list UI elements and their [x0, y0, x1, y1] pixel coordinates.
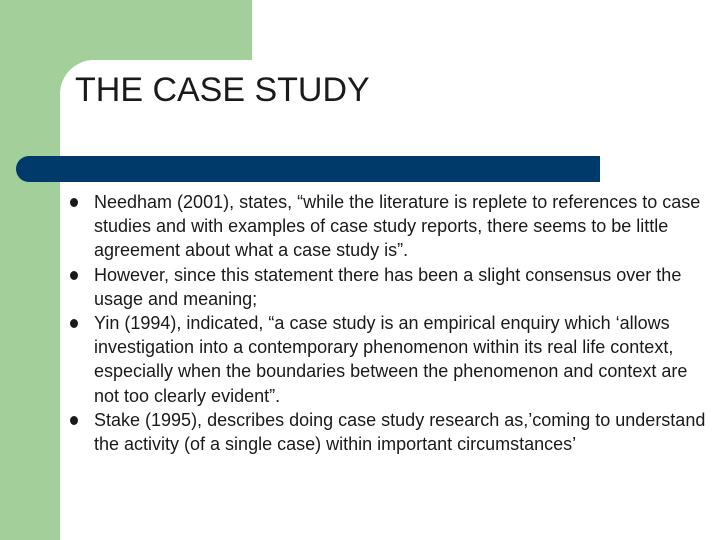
bullet-item [60, 311, 716, 408]
bullet-item [60, 263, 716, 311]
bullet-text: Needham (2001), states, “while the literature is replete to references to case studies and with examples of case study reports, there seems to be little agreement about what a case study is”. [94, 192, 701, 261]
title-divider-bar [16, 156, 600, 182]
bullet-item [60, 408, 716, 456]
bullet-text: Stake (1995), describes doing case study research as,’coming to understand the activity (of a single case) within important circumstances’ [94, 409, 706, 455]
bullet-text: However, since this statement there has been a slight consensus over the usage and meaning; [94, 264, 682, 309]
bullet-dot-icon [70, 271, 78, 280]
bullet-dot-icon [70, 319, 78, 328]
bullet-item [60, 190, 716, 263]
slide-title: THE CASE STUDY [75, 71, 370, 109]
bullet-dot-icon [70, 416, 78, 425]
decorative-green-band-left [0, 0, 60, 540]
bullet-list [60, 190, 716, 456]
bullet-dot-icon [70, 198, 78, 207]
bullet-text: Yin (1994), indicated, “a case study is an empirical enquiry which ‘allows investigation into a contemporary phenomenon within its real life context, especially when the boundaries between the phenomenon and context are not too clearly evident”. [94, 313, 688, 406]
